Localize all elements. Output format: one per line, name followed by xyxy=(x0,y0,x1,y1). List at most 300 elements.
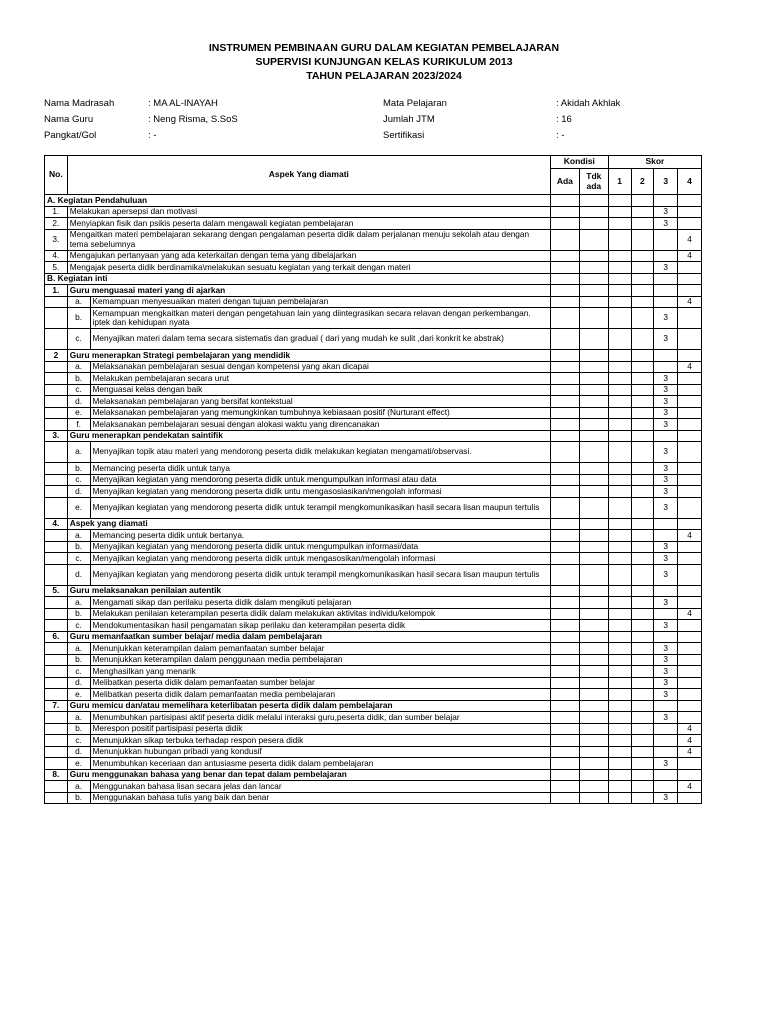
kondisi-tdk-ada-cell xyxy=(579,723,608,735)
aspect-text: Menguasai kelas dengan baik xyxy=(90,384,550,396)
score-4-cell: 4 xyxy=(678,781,702,793)
row-number xyxy=(45,361,68,373)
kondisi-tdk-ada-cell xyxy=(579,758,608,770)
kondisi-ada-cell xyxy=(550,666,579,678)
aspect-text: Mengamati sikap dan perilaku peserta didik dalam mengikuti pelajaran xyxy=(90,597,550,609)
aspect-text: Melakukan penilaian keterampilan peserta didik dalam melakukan aktivitas individu/kelompok xyxy=(90,608,550,620)
score-1-cell xyxy=(608,497,631,518)
score-4-cell xyxy=(678,497,702,518)
group-title: Guru menerapkan pendekatan saintifik xyxy=(67,430,550,442)
header-no: No. xyxy=(45,156,68,195)
kondisi-ada-cell xyxy=(550,758,579,770)
row-number xyxy=(45,758,68,770)
sub-letter: b. xyxy=(67,608,90,620)
kondisi-ada-cell xyxy=(550,285,579,297)
kondisi-tdk-ada-cell xyxy=(579,206,608,218)
kondisi-ada-cell xyxy=(550,463,579,475)
score-4-cell xyxy=(678,206,702,218)
score-1-cell xyxy=(608,218,631,230)
nama-madrasah-label: Nama Madrasah xyxy=(44,98,115,109)
kondisi-ada-cell xyxy=(550,781,579,793)
aspect-text: Melakukan pembelajaran secara urut xyxy=(90,373,550,385)
score-4-cell xyxy=(678,769,702,781)
score-1-cell xyxy=(608,361,631,373)
score-1-cell xyxy=(608,746,631,758)
score-4-cell xyxy=(678,350,702,362)
score-3-cell: 3 xyxy=(654,463,678,475)
row-number: 3. xyxy=(45,229,68,250)
table-row xyxy=(45,608,702,620)
kondisi-tdk-ada-cell xyxy=(579,463,608,475)
score-1-cell xyxy=(608,541,631,553)
score-2-cell xyxy=(631,597,654,609)
score-3-cell: 3 xyxy=(654,497,678,518)
score-2-cell xyxy=(631,195,654,207)
kondisi-ada-cell xyxy=(550,396,579,408)
sub-letter: a. xyxy=(67,781,90,793)
kondisi-ada-cell xyxy=(550,735,579,747)
score-3-cell xyxy=(654,296,678,308)
row-number xyxy=(45,530,68,542)
row-number xyxy=(45,677,68,689)
score-1-cell xyxy=(608,677,631,689)
score-1-cell xyxy=(608,486,631,498)
table-row xyxy=(45,585,702,597)
nama-madrasah-value: : MA AL-INAYAH xyxy=(148,98,218,109)
score-1-cell xyxy=(608,329,631,350)
score-3-cell: 3 xyxy=(654,666,678,678)
row-number: 2. xyxy=(45,218,68,230)
row-number xyxy=(45,419,68,431)
score-3-cell: 3 xyxy=(654,553,678,565)
table-row xyxy=(45,735,702,747)
aspect-text: Memancing peserta didik untuk tanya xyxy=(90,463,550,475)
aspect-text: Melaksanakan pembelajaran sesuai dengan kompetensi yang akan dicapai xyxy=(90,361,550,373)
score-2-cell xyxy=(631,296,654,308)
kondisi-tdk-ada-cell xyxy=(579,666,608,678)
score-3-cell xyxy=(654,746,678,758)
kondisi-tdk-ada-cell xyxy=(579,597,608,609)
score-4-cell xyxy=(678,430,702,442)
table-row xyxy=(45,518,702,530)
table-row xyxy=(45,497,702,518)
kondisi-ada-cell xyxy=(550,250,579,262)
row-number xyxy=(45,781,68,793)
info-block xyxy=(44,98,704,146)
score-4-cell xyxy=(678,643,702,655)
sub-letter: c. xyxy=(67,474,90,486)
score-4-cell xyxy=(678,597,702,609)
score-2-cell xyxy=(631,585,654,597)
score-3-cell xyxy=(654,361,678,373)
score-1-cell xyxy=(608,689,631,701)
row-number xyxy=(45,689,68,701)
score-1-cell xyxy=(608,262,631,274)
title-line-1: INSTRUMEN PEMBINAAN GURU DALAM KEGIATAN PEMBELAJARAN xyxy=(208,42,560,54)
aspect-text: Menyajikan materi dalam tema secara sistematis dan gradual ( dari yang mudah ke sulit ,dari konkrit ke abstrak) xyxy=(90,329,550,350)
score-4-cell: 4 xyxy=(678,723,702,735)
score-2-cell xyxy=(631,497,654,518)
score-1-cell xyxy=(608,442,631,463)
sub-letter: c. xyxy=(67,735,90,747)
kondisi-ada-cell xyxy=(550,608,579,620)
kondisi-tdk-ada-cell xyxy=(579,486,608,498)
score-4-cell xyxy=(678,329,702,350)
sub-letter: a. xyxy=(67,361,90,373)
score-4-cell xyxy=(678,677,702,689)
aspect-text: Menumbuhkan keceriaan dan antusiasme peserta didik dalam pembelajaran xyxy=(90,758,550,770)
score-1-cell xyxy=(608,564,631,585)
table-row xyxy=(45,350,702,362)
score-3-cell xyxy=(654,781,678,793)
group-title: Guru menguasai materi yang di ajarkan xyxy=(67,285,550,297)
score-1-cell xyxy=(608,553,631,565)
kondisi-tdk-ada-cell xyxy=(579,620,608,632)
kondisi-ada-cell xyxy=(550,350,579,362)
kondisi-tdk-ada-cell xyxy=(579,273,608,285)
aspect-text: Menggunakan bahasa tulis yang baik dan benar xyxy=(90,792,550,804)
table-row xyxy=(45,700,702,712)
score-2-cell xyxy=(631,631,654,643)
table-row xyxy=(45,407,702,419)
score-3-cell xyxy=(654,229,678,250)
table-body xyxy=(45,195,702,804)
table-row xyxy=(45,474,702,486)
kondisi-tdk-ada-cell xyxy=(579,262,608,274)
table-row xyxy=(45,758,702,770)
score-2-cell xyxy=(631,396,654,408)
pangkat-label: Pangkat/Gol xyxy=(44,130,97,141)
sub-letter: d. xyxy=(67,396,90,408)
nama-guru-label: Nama Guru xyxy=(44,114,94,125)
kondisi-tdk-ada-cell xyxy=(579,430,608,442)
kondisi-ada-cell xyxy=(550,206,579,218)
table-row xyxy=(45,781,702,793)
sub-letter: d. xyxy=(67,746,90,758)
kondisi-tdk-ada-cell xyxy=(579,361,608,373)
table-row xyxy=(45,597,702,609)
score-4-cell: 4 xyxy=(678,530,702,542)
score-3-cell xyxy=(654,518,678,530)
aspect-text: Mendokumentasikan hasil pengamatan sikap perilaku dan keterampilan peserta didik xyxy=(90,620,550,632)
score-4-cell: 4 xyxy=(678,608,702,620)
score-4-cell xyxy=(678,620,702,632)
kondisi-tdk-ada-cell xyxy=(579,677,608,689)
score-1-cell xyxy=(608,758,631,770)
score-3-cell xyxy=(654,285,678,297)
aspect-text: Menumbuhkan partisipasi aktif peserta didik melalui interaksi guru,peserta didik, dan sumber belajar xyxy=(90,712,550,724)
kondisi-tdk-ada-cell xyxy=(579,769,608,781)
score-2-cell xyxy=(631,442,654,463)
sub-letter: b. xyxy=(67,373,90,385)
score-4-cell xyxy=(678,419,702,431)
document-title xyxy=(0,41,768,83)
table-row xyxy=(45,620,702,632)
score-1-cell xyxy=(608,585,631,597)
aspect-text: Mengaitkan materi pembelajaran sekarang dengan pengalaman peserta didik dalam perjalanan menuju sekolah atau dengan tema sebelumnya xyxy=(67,229,550,250)
score-1-cell xyxy=(608,250,631,262)
aspect-text: Melakukan apersepsi dan motivasi xyxy=(67,206,550,218)
score-2-cell xyxy=(631,700,654,712)
sub-letter: e. xyxy=(67,407,90,419)
score-1-cell xyxy=(608,712,631,724)
row-number xyxy=(45,407,68,419)
kondisi-ada-cell xyxy=(550,518,579,530)
aspect-text: Melibatkan peserta didik dalam pemanfaatan sumber belajar xyxy=(90,677,550,689)
score-3-cell: 3 xyxy=(654,643,678,655)
aspect-text: Menggunakan bahasa lisan secara jelas dan lancar xyxy=(90,781,550,793)
kondisi-ada-cell xyxy=(550,631,579,643)
aspect-text: Kemampuan menyesuaikan materi dengan tujuan pembelajaran xyxy=(90,296,550,308)
kondisi-tdk-ada-cell xyxy=(579,792,608,804)
aspect-text: Menyajikan kegiatan yang mendorong peserta didik untuk terampil mengkomunikasikan hasil secara lisan maupun tertulis xyxy=(90,564,550,585)
kondisi-tdk-ada-cell xyxy=(579,285,608,297)
kondisi-tdk-ada-cell xyxy=(579,384,608,396)
row-number xyxy=(45,474,68,486)
aspect-text: Menyajikan kegiatan yang mendorong peserta didik untuk mengumpulkan informasi/data xyxy=(90,541,550,553)
score-2-cell xyxy=(631,712,654,724)
score-2-cell xyxy=(631,677,654,689)
header-ada: Ada xyxy=(550,169,579,195)
score-1-cell xyxy=(608,700,631,712)
score-1-cell xyxy=(608,769,631,781)
score-1-cell xyxy=(608,206,631,218)
score-4-cell xyxy=(678,384,702,396)
kondisi-ada-cell xyxy=(550,723,579,735)
score-2-cell xyxy=(631,419,654,431)
kondisi-ada-cell xyxy=(550,407,579,419)
kondisi-tdk-ada-cell xyxy=(579,308,608,329)
score-2-cell xyxy=(631,329,654,350)
score-1-cell xyxy=(608,654,631,666)
score-4-cell xyxy=(678,654,702,666)
score-3-cell: 3 xyxy=(654,329,678,350)
score-3-cell xyxy=(654,723,678,735)
table-row xyxy=(45,746,702,758)
aspect-text: Melibatkan peserta didik dalam pemanfaatan media pembelajaran xyxy=(90,689,550,701)
score-4-cell xyxy=(678,758,702,770)
row-number xyxy=(45,608,68,620)
kondisi-ada-cell xyxy=(550,530,579,542)
kondisi-ada-cell xyxy=(550,620,579,632)
sub-letter: e. xyxy=(67,689,90,701)
aspect-text: Menunjukkan keterampilan dalam penggunaan media pembelajaran xyxy=(90,654,550,666)
score-3-cell: 3 xyxy=(654,262,678,274)
nama-guru-value: : Neng Risma, S.SoS xyxy=(148,114,238,125)
table-row xyxy=(45,250,702,262)
score-1-cell xyxy=(608,597,631,609)
score-3-cell: 3 xyxy=(654,206,678,218)
table-row xyxy=(45,373,702,385)
aspect-text: Menunjukkan hubungan pribadi yang kondusif xyxy=(90,746,550,758)
jtm-label: Jumlah JTM xyxy=(383,114,435,125)
score-1-cell xyxy=(608,792,631,804)
kondisi-tdk-ada-cell xyxy=(579,497,608,518)
table-row xyxy=(45,643,702,655)
kondisi-tdk-ada-cell xyxy=(579,329,608,350)
table-row xyxy=(45,396,702,408)
sub-letter: b. xyxy=(67,541,90,553)
score-4-cell: 4 xyxy=(678,735,702,747)
score-1-cell xyxy=(608,296,631,308)
table-row xyxy=(45,218,702,230)
sub-letter: c. xyxy=(67,620,90,632)
score-4-cell xyxy=(678,218,702,230)
score-1-cell xyxy=(608,407,631,419)
sub-letter: c. xyxy=(67,666,90,678)
kondisi-ada-cell xyxy=(550,229,579,250)
aspect-text: Menyajikan kegiatan yang mendorong peserta didik untuk mengumpulkan informasi atau data xyxy=(90,474,550,486)
score-2-cell xyxy=(631,541,654,553)
kondisi-ada-cell xyxy=(550,262,579,274)
kondisi-tdk-ada-cell xyxy=(579,781,608,793)
kondisi-tdk-ada-cell xyxy=(579,442,608,463)
score-4-cell: 4 xyxy=(678,746,702,758)
score-3-cell: 3 xyxy=(654,564,678,585)
score-3-cell: 3 xyxy=(654,396,678,408)
score-4-cell: 4 xyxy=(678,296,702,308)
score-4-cell xyxy=(678,518,702,530)
row-number: 7. xyxy=(45,700,68,712)
aspect-text: Menyajikan kegiatan yang mendorong peserta didik untuk terampil mengkomunikasikan hasil secara lisan maupun tertulis xyxy=(90,497,550,518)
score-2-cell xyxy=(631,689,654,701)
kondisi-tdk-ada-cell xyxy=(579,654,608,666)
kondisi-ada-cell xyxy=(550,373,579,385)
sub-letter: a. xyxy=(67,643,90,655)
pangkat-value: : - xyxy=(148,130,157,141)
row-number xyxy=(45,712,68,724)
row-number xyxy=(45,308,68,329)
group-title: Guru memanfaatkan sumber belajar/ media dalam pembelajaran xyxy=(67,631,550,643)
score-2-cell xyxy=(631,308,654,329)
score-2-cell xyxy=(631,474,654,486)
group-title: Aspek yang diamati xyxy=(67,518,550,530)
table-row xyxy=(45,384,702,396)
table-row xyxy=(45,792,702,804)
score-4-cell xyxy=(678,396,702,408)
header-skor-4: 4 xyxy=(678,169,702,195)
table-row xyxy=(45,530,702,542)
row-number xyxy=(45,735,68,747)
table-row xyxy=(45,712,702,724)
score-4-cell xyxy=(678,486,702,498)
aspect-text: Kemampuan mengkaitkan materi dengan pengetahuan lain yang diintegrasikan secara relavan dengan perkembangan. iptek dan kehidupan nyata xyxy=(90,308,550,329)
aspect-text: Menyajikan kegiatan yang mendorong peserta didik untuk mengasosikan/mengolah informasi xyxy=(90,553,550,565)
kondisi-ada-cell xyxy=(550,643,579,655)
score-4-cell xyxy=(678,553,702,565)
aspect-text: Melaksanakan pembelajaran sesuai dengan alokasi waktu yang direncanakan xyxy=(90,419,550,431)
row-number xyxy=(45,463,68,475)
kondisi-ada-cell xyxy=(550,564,579,585)
kondisi-tdk-ada-cell xyxy=(579,250,608,262)
kondisi-ada-cell xyxy=(550,746,579,758)
kondisi-tdk-ada-cell xyxy=(579,407,608,419)
score-1-cell xyxy=(608,530,631,542)
aspect-text: Menunjukkan sikap terbuka terhadap respon pesera didik xyxy=(90,735,550,747)
aspect-text: Memancing peserta didik untuk bertanya. xyxy=(90,530,550,542)
aspect-text: Melaksanakan pembelajaran yang memungkinkan tumbuhnya kebiasaan positif (Nurturant effect) xyxy=(90,407,550,419)
score-1-cell xyxy=(608,666,631,678)
sub-letter: b. xyxy=(67,654,90,666)
kondisi-tdk-ada-cell xyxy=(579,700,608,712)
score-4-cell xyxy=(678,407,702,419)
aspect-text: Merespon positif partisipasi peserta didik xyxy=(90,723,550,735)
table-row xyxy=(45,308,702,329)
score-3-cell xyxy=(654,769,678,781)
kondisi-ada-cell xyxy=(550,497,579,518)
table-row xyxy=(45,631,702,643)
score-4-cell xyxy=(678,308,702,329)
kondisi-ada-cell xyxy=(550,597,579,609)
kondisi-ada-cell xyxy=(550,218,579,230)
score-3-cell: 3 xyxy=(654,384,678,396)
score-1-cell xyxy=(608,723,631,735)
score-4-cell xyxy=(678,195,702,207)
row-number: 2 xyxy=(45,350,68,362)
score-2-cell xyxy=(631,463,654,475)
sub-letter: e. xyxy=(67,758,90,770)
kondisi-ada-cell xyxy=(550,541,579,553)
row-number: 1. xyxy=(45,206,68,218)
table-row xyxy=(45,541,702,553)
row-number xyxy=(45,564,68,585)
score-2-cell xyxy=(631,518,654,530)
table-row xyxy=(45,769,702,781)
score-4-cell xyxy=(678,564,702,585)
kondisi-ada-cell xyxy=(550,361,579,373)
table-row xyxy=(45,463,702,475)
score-4-cell xyxy=(678,700,702,712)
score-4-cell xyxy=(678,666,702,678)
score-2-cell xyxy=(631,218,654,230)
score-2-cell xyxy=(631,666,654,678)
kondisi-tdk-ada-cell xyxy=(579,643,608,655)
table-row xyxy=(45,273,702,285)
kondisi-ada-cell xyxy=(550,442,579,463)
score-3-cell: 3 xyxy=(654,218,678,230)
table-row xyxy=(45,329,702,350)
kondisi-ada-cell xyxy=(550,308,579,329)
kondisi-tdk-ada-cell xyxy=(579,530,608,542)
score-2-cell xyxy=(631,206,654,218)
table-row xyxy=(45,689,702,701)
header-skor-3: 3 xyxy=(654,169,678,195)
table-row xyxy=(45,564,702,585)
score-1-cell xyxy=(608,463,631,475)
row-number xyxy=(45,746,68,758)
kondisi-tdk-ada-cell xyxy=(579,195,608,207)
score-1-cell xyxy=(608,373,631,385)
score-4-cell xyxy=(678,463,702,475)
score-2-cell xyxy=(631,654,654,666)
header-skor-2: 2 xyxy=(631,169,654,195)
sub-letter: a. xyxy=(67,712,90,724)
aspect-text: Mengajak peserta didik berdinamika\melakukan sesuatu kegiatan yang terkait dengan materi xyxy=(67,262,550,274)
score-3-cell: 3 xyxy=(654,620,678,632)
kondisi-tdk-ada-cell xyxy=(579,350,608,362)
kondisi-tdk-ada-cell xyxy=(579,541,608,553)
score-3-cell: 3 xyxy=(654,654,678,666)
kondisi-ada-cell xyxy=(550,792,579,804)
sub-letter: c. xyxy=(67,553,90,565)
sertifikasi-value: : - xyxy=(556,130,565,141)
row-number xyxy=(45,553,68,565)
mapel-label: Mata Pelajaran xyxy=(383,98,447,109)
header-skor-1: 1 xyxy=(608,169,631,195)
score-3-cell xyxy=(654,608,678,620)
score-1-cell xyxy=(608,735,631,747)
header-skor: Skor xyxy=(608,156,701,169)
